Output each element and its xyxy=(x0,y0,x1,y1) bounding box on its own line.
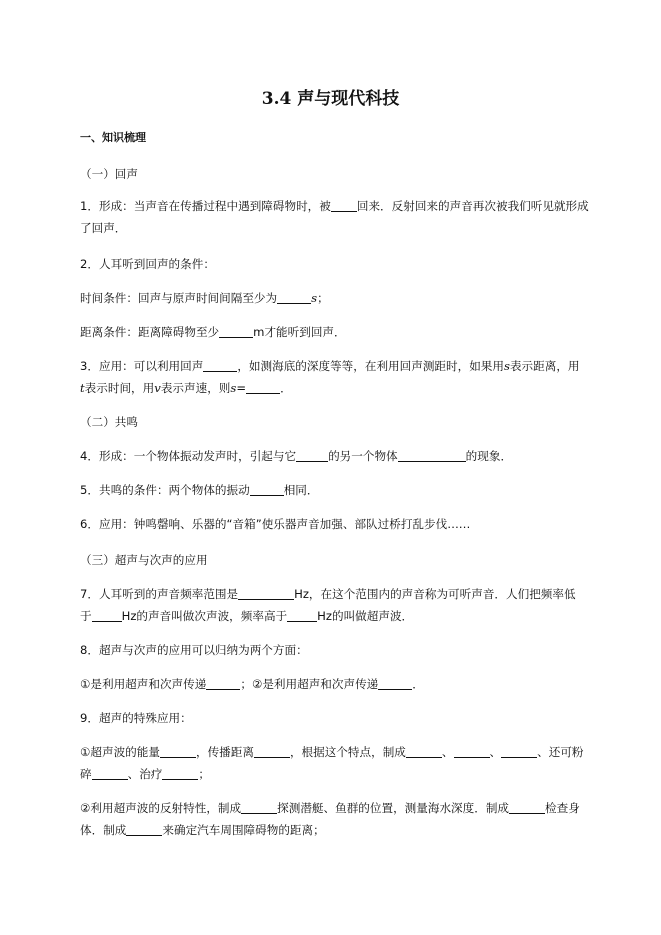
answer-blank[interactable] xyxy=(241,801,277,814)
paragraph-line: 碎 、治疗 ； xyxy=(80,767,211,781)
paragraph-line: 8．超声与次声的应用可以归纳为两个方面： xyxy=(80,643,308,657)
answer-blank[interactable] xyxy=(219,325,253,338)
answer-blank[interactable] xyxy=(454,745,490,758)
paragraph-line: 距离条件：距离障碍物至少 m才能听到回声． xyxy=(80,325,346,339)
answer-blank[interactable] xyxy=(509,801,545,814)
answer-blank[interactable] xyxy=(378,677,412,690)
answer-blank[interactable] xyxy=(331,199,357,212)
answer-blank[interactable] xyxy=(92,767,128,780)
paragraph-line: 体．制成 来确定汽车周围障碍物的距离； xyxy=(80,823,325,837)
paragraph-line: 3．应用：可以利用回声 ，如测海底的深度等等，在利用回声测距时，如果用s表示距离，用 xyxy=(80,359,580,373)
answer-blank[interactable] xyxy=(92,609,122,622)
answer-blank[interactable] xyxy=(162,767,198,780)
answer-blank[interactable] xyxy=(501,745,537,758)
answer-blank[interactable] xyxy=(160,745,196,758)
paragraph-line: ①是利用超声和次声传递 ；②是利用超声和次声传递 ． xyxy=(80,677,424,691)
subsection-heading-ultrasound: （三）超声与次声的应用 xyxy=(80,553,208,567)
paragraph-line: 了回声． xyxy=(80,221,127,235)
subsection-heading-echo: （一）回声 xyxy=(80,167,138,181)
paragraph-line: 于 Hz的声音叫做次声波，频率高于 Hz的叫做超声波． xyxy=(80,609,414,623)
paragraph-line: 5．共鸣的条件：两个物体的振动 相同． xyxy=(80,483,319,497)
paragraph-line: ②利用超声波的反射特性，制成 探测潜艇、鱼群的位置，测量海水深度．制成 检查身 xyxy=(80,801,580,815)
answer-blank[interactable] xyxy=(238,587,294,600)
answer-blank[interactable] xyxy=(246,381,280,394)
paragraph-line: 7．人耳听到的声音频率范围是 Hz，在这个范围内的声音称为可听声音．人们把频率低 xyxy=(80,587,576,601)
page-title: 3.4 声与现代科技 xyxy=(261,89,400,109)
paragraph-line: 2．人耳听到回声的条件： xyxy=(80,257,215,271)
answer-blank[interactable] xyxy=(287,609,317,622)
answer-blank[interactable] xyxy=(254,745,290,758)
answer-blank[interactable] xyxy=(203,359,237,372)
paragraph-line: 6．应用：钟鸣罄响、乐器的“音箱”使乐器声音加强、部队过桥打乱步伐…… xyxy=(80,517,471,531)
answer-blank[interactable] xyxy=(398,449,466,462)
paragraph-line: 9．超声的特殊应用： xyxy=(80,711,192,725)
paragraph-line: 时间条件：回声与原声时间间隔至少为 s； xyxy=(80,291,329,305)
answer-blank[interactable] xyxy=(206,677,240,690)
paragraph-line: t表示时间，用v表示声速，则s= ． xyxy=(80,381,292,395)
subsection-heading-resonance: （二）共鸣 xyxy=(80,415,138,429)
answer-blank[interactable] xyxy=(406,745,442,758)
answer-blank[interactable] xyxy=(296,449,328,462)
answer-blank[interactable] xyxy=(250,483,284,496)
paragraph-line: 4．形成：一个物体振动发声时，引起与它 的另一个物体 的现象． xyxy=(80,449,513,463)
answer-blank[interactable] xyxy=(126,823,162,836)
paragraph-line: 1．形成：当声音在传播过程中遇到障碍物时，被 回来．反射回来的声音再次被我们听见就形成 xyxy=(80,199,589,213)
answer-blank[interactable] xyxy=(277,291,311,304)
paragraph-line: ①超声波的能量 ，传播距离 ，根据这个特点，制成 、 、 、还可粉 xyxy=(80,745,584,759)
section-heading: 一、知识梳理 xyxy=(80,131,146,144)
